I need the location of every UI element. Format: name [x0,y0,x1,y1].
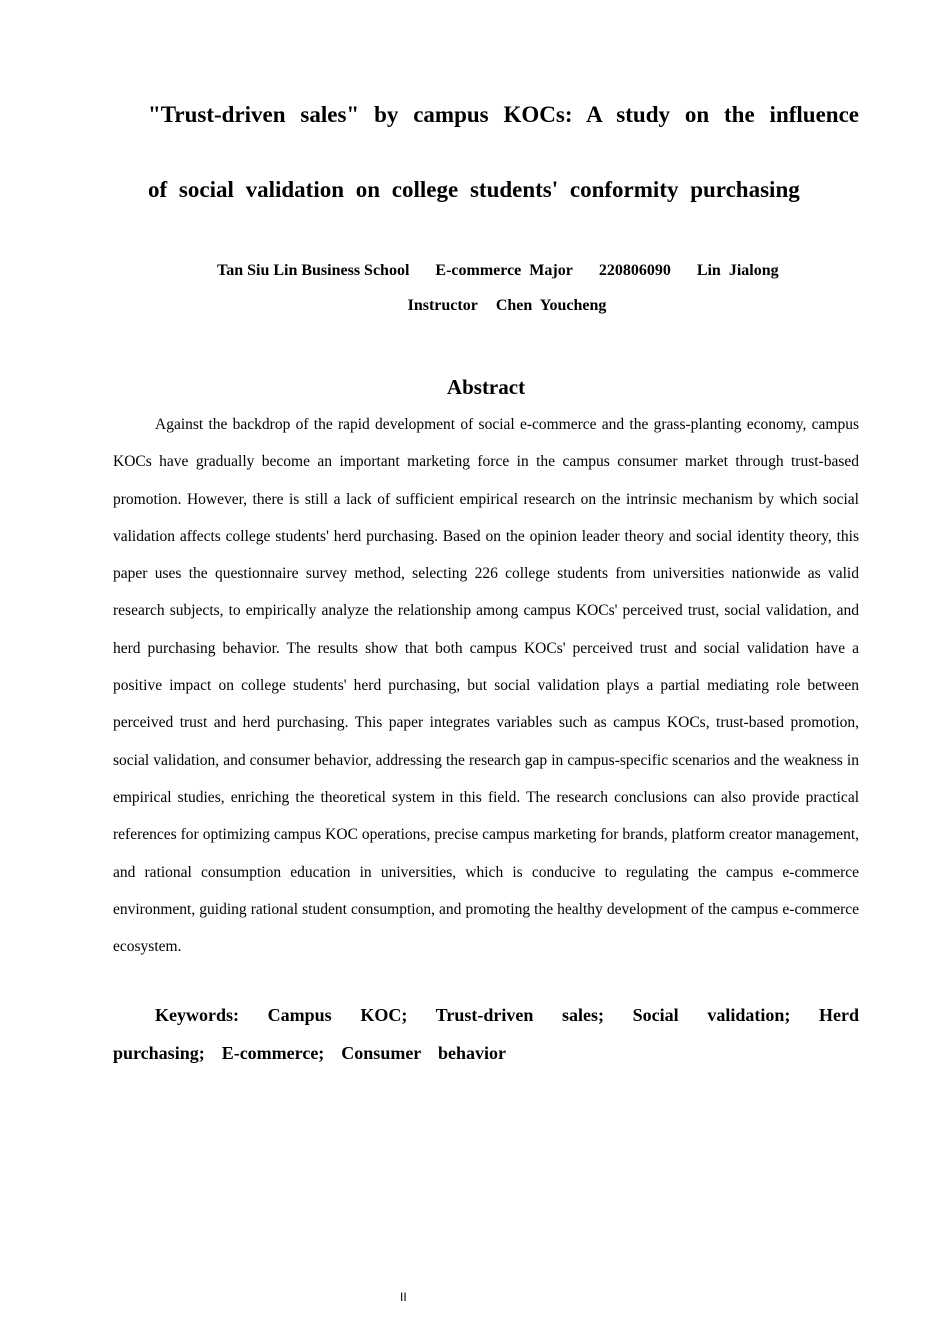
author-major: E-commerce Major [435,262,573,279]
author-student-id: 220806090 [598,262,671,279]
paper-title-line-1: "Trust-driven sales" by campus KOCs: A study on the influence [148,102,859,127]
instructor-label: Instructor [407,297,478,314]
author-info [217,262,779,280]
author-name: Lin Jialong [696,262,779,279]
author-school: Tan Siu Lin Business School [217,262,410,279]
abstract-heading: Abstract [446,375,526,399]
page-number: II [400,1290,407,1304]
paper-title-line-2 [148,177,859,203]
abstract-body: Against the backdrop of the rapid development of social e-commerce and the grass-planting economy, campus KOCs have gradually become an important marketing force in the campus consumer market through trust-based promotion. However, there is still a lack of sufficient empirical research on the intrinsic mechanism by which social validation affects college students' herd purchasing. Based on the opinion leader theory and social identity theory, this paper uses the questionnaire survey method, selecting 226 college students from universities nationwide as valid research subjects, to empirically analyze the relationship among campus KOCs' perceived trust, social validation, and herd purchasing behavior. The results show that both campus KOCs' perceived trust and social validation have a positive impact on college students' herd purchasing, but social validation plays a partial mediating role between perceived trust and herd purchasing. This paper integrates variables such as campus KOCs, trust-based promotion, social validation, and consumer behavior, addressing the research gap in campus-specific scenarios and the weakness in empirical studies, enriching the theoretical system in this field. The research conclusions can also provide practical references for optimizing campus KOC operations, precise campus marketing for brands, platform creator management, and rational consumption education in universities, which is conducive to regulating the campus e-commerce environment, guiding rational student consumption, and promoting the healthy development of the campus e-commerce ecosystem. [113,416,859,956]
instructor-info [0,297,950,315]
paper-title-line-2-text: of social validation on college students' conformity purchasing [148,177,800,202]
instructor-name: Chen Youcheng [495,297,607,314]
keywords: Keywords: Campus KOC; Trust-driven sales; Social validation; Herd purchasing; E-commerce; Consumer behavior [113,1005,876,1063]
